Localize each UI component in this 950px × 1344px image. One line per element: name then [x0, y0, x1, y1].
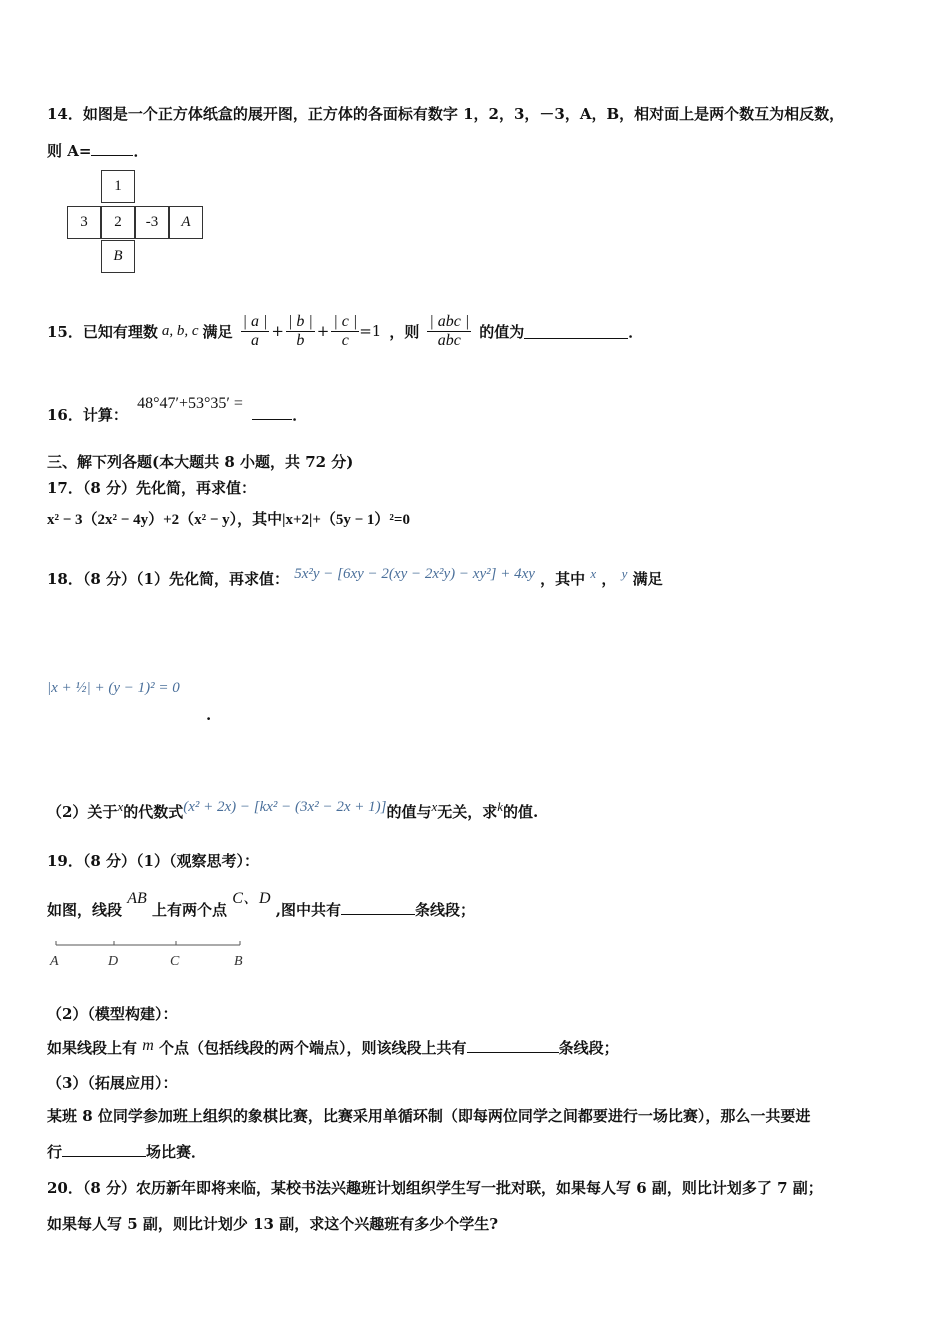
q19-line1 [47, 885, 475, 919]
q14-answer-blank[interactable] [91, 141, 133, 156]
q15-frac-c: $\frac{| c |}{c}$ [333, 312, 358, 349]
q19-p3-answer-blank[interactable] [62, 1142, 146, 1157]
cube-cell-far-right: A [169, 206, 203, 239]
cube-cell-center: 2 [101, 206, 135, 239]
q18-line1 [47, 562, 663, 588]
q15-suffix: 的值为 [479, 322, 525, 341]
q19-l1-answer-blank[interactable] [341, 900, 415, 915]
q19-p2-answer-blank[interactable] [467, 1038, 559, 1053]
segment-label-a: A [50, 954, 59, 969]
q19-p2-end: 条线段； [558, 1039, 619, 1057]
q18-x: x [590, 566, 597, 581]
q17-title: 17．（8 分）先化简，再求值： [47, 479, 257, 497]
cube-cell-bottom: B [101, 240, 135, 273]
q19-l1-end: 条线段； [414, 901, 475, 919]
segment-label-d: D [108, 954, 119, 969]
q19-l1-suffix: ,图中共有 [275, 901, 341, 919]
q18-p2-k: k [497, 799, 504, 814]
q18-p2-prefix: （2）关于 [47, 803, 118, 821]
q15-frac-a: $\frac{| a |}{a}$ [242, 312, 268, 349]
q18-suffix: 满足 [632, 570, 663, 588]
q15-end: ． [628, 322, 644, 341]
q18-expr: 5x²y − [6xy − 2(xy − 2x²y) − xy²] + 4xy [294, 566, 535, 582]
q18-mid: ，其中 [540, 570, 586, 588]
q18-p2-mid: 的代数式 [123, 803, 184, 821]
segment-label-c: C [170, 954, 180, 969]
q17-expr: x² − 3（2x² − 4y）+2（x² − y），其中|x+2|+（5y − 1）²=0 [47, 512, 410, 528]
q19-p3-line1: 某班 8 位同学参加班上组织的象棋比赛，比赛采用单循环制（即每两位同学之间都要进行一场比赛），那么一共要进 [47, 1107, 811, 1125]
q14-line2-prefix: 则 A= [47, 142, 92, 160]
line-segment-figure [48, 938, 248, 974]
q16-prefix: 16．计算： [47, 406, 128, 424]
q16-end: ． [292, 406, 308, 424]
q19-p2-m: m [142, 1037, 154, 1054]
q19-l1-ab: AB [127, 890, 147, 907]
q20-line1: 20．（8 分）农历新年即将来临，某校书法兴趣班计划组织学生写一批对联，如果每人写 6 副，则比计划多了 7 副； [47, 1179, 823, 1197]
q19-l1-prefix: 如图，线段 [47, 901, 123, 919]
q19-p3-line2-prefix: 行 [47, 1143, 63, 1161]
q16-expr: 48°47′+53°35′ = [137, 395, 243, 412]
q19-p2-line [47, 1034, 619, 1055]
q19-title: 19．（8 分）（1）（观察思考）： [47, 852, 259, 870]
q19-p2-mid: 个点（包括线段的两个端点），则该线段上共有 [159, 1039, 467, 1057]
q20-line2: 如果每人写 5 副，则比计划少 13 副，求这个兴趣班有多少个学生? [47, 1215, 498, 1233]
q14-line1: 14．如图是一个正方体纸盒的展开图，正方体的各面标有数字 1，2，3，－3，A，B，相对面上是两个数互为相反数， [47, 105, 845, 123]
cube-cell-left: 3 [67, 206, 101, 239]
cube-cell-right: -3 [135, 206, 169, 239]
q18-p2-mid3: 无关，求 [437, 803, 498, 821]
q19-l1-cd: C、D [232, 890, 271, 907]
q18-p2-expr: (x² + 2x) − [kx² − (3x² − 2x + 1)] [183, 799, 387, 815]
q15-then: ，则 [389, 322, 420, 341]
q16-line [47, 392, 308, 424]
q15-mid: 满足 [202, 322, 233, 341]
q15-prefix: 15．已知有理数 [47, 322, 158, 341]
q18-dot: . [206, 706, 212, 724]
q16-answer-blank[interactable] [252, 405, 292, 420]
q18-p2-x2: x [431, 799, 438, 814]
q15-answer-blank[interactable] [524, 324, 628, 339]
q18-p2-x: x [117, 799, 124, 814]
cube-cell-top: 1 [101, 170, 135, 203]
section-3-heading: 三、解下列各题(本大题共 8 小题，共 72 分) [47, 453, 354, 471]
cube-net-figure [66, 170, 206, 275]
q19-p2-prefix: 如果线段上有 [47, 1039, 138, 1057]
q14-line2-suffix: ． [133, 142, 149, 160]
segment-label-b: B [234, 954, 243, 969]
q15-vars: a, b, c [161, 322, 199, 339]
q18-p2-mid2: 的值与 [386, 803, 432, 821]
q15-line: 15．已知有理数 a, b, c 满足 $\frac{| a |}{a}$ + $\frac{| b |}{b}$ + $\frac{| c |}{c}$ =1 ，则 $\frac{\text{| abc |}}{\text{abc}}$ 的值为 ． [47, 312, 644, 349]
q19-l1-mid: 上有两个点 [152, 901, 228, 919]
q19-p3-line2 [47, 1141, 206, 1162]
q19-p3-line2-end: 场比赛． [146, 1143, 207, 1161]
q19-p2-title: （2）（模型构建）： [47, 1005, 178, 1023]
q18-y: y [621, 566, 628, 581]
q15-frac-abc: $\frac{\text{| abc |}}{\text{abc}}$ [429, 312, 470, 349]
q14-line2 [47, 140, 148, 161]
q15-frac-b: $\frac{| b |}{b}$ [287, 312, 313, 349]
q18-prefix: 18．（8 分）（1）先化简，再求值： [47, 570, 289, 588]
q19-p3-title: （3）（拓展应用）： [47, 1074, 178, 1092]
q18-part2 [47, 795, 539, 821]
q18-p2-end: 的值. [503, 803, 539, 821]
q18-condition: |x + ½| + (y − 1)² = 0 [47, 680, 180, 696]
q15-eq: =1 [359, 322, 382, 340]
q18-comma: ， [601, 570, 617, 588]
